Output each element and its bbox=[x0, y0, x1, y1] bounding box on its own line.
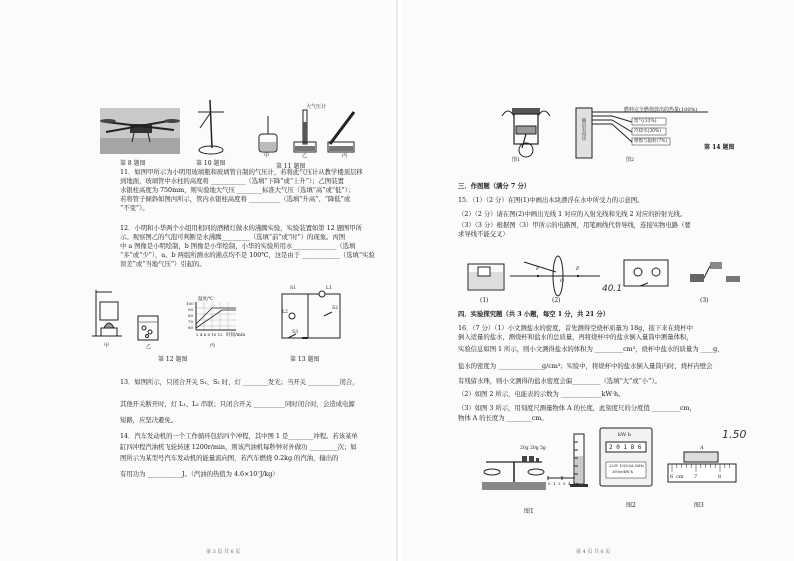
energy-useful-label: 输出有用功 bbox=[581, 118, 586, 141]
circuit-diagram-figure bbox=[620, 256, 672, 290]
fig12-yi-label: 乙 bbox=[146, 344, 152, 350]
fig-d2-label: (2) bbox=[552, 297, 561, 304]
fig-d1-label: (1) bbox=[480, 297, 489, 304]
fig-d3-label: (3) bbox=[700, 297, 709, 304]
fig13-caption: 第 13 题图 bbox=[290, 356, 320, 363]
right-page bbox=[402, 0, 794, 561]
q11-line5: “不变”）。 bbox=[120, 204, 149, 212]
energy-friction-label: 摩擦与辐射(7%) bbox=[634, 139, 668, 144]
fig12-bing-label: 丙 bbox=[210, 343, 216, 349]
q14-line3: 图所示为某型号汽车发动机的能量流向图，若汽车燃烧 0.2kg 的汽油，输出的 bbox=[120, 454, 339, 462]
balance-weights-label: 20g 20g 5g bbox=[520, 446, 546, 451]
fig10-drawing bbox=[190, 98, 232, 156]
ruler-object-a: A bbox=[700, 445, 704, 451]
fig12-tick-100: 100 bbox=[186, 301, 194, 306]
fig12-axis-x-label: 时间/min bbox=[226, 333, 246, 338]
fig12-tick-70: 70 bbox=[188, 319, 194, 324]
left-page-footer: 第 3 页 共 6 页 bbox=[206, 549, 241, 555]
q15-part3-line2: 求导线不能交叉） bbox=[458, 230, 509, 238]
q12-line4: “多”或“少”），a、b 两组所测水的沸点均不是 100℃，这是由于 ____________（选填“实验 bbox=[120, 251, 375, 259]
fig14-img2-label: 图2 bbox=[626, 157, 635, 163]
fig10-caption: 第 10 题图 bbox=[196, 160, 226, 167]
engine-cylinder-figure bbox=[498, 104, 554, 160]
fig13-s3: S3 bbox=[292, 330, 298, 335]
q15-part1: 15．（1）（2 分）在图(1)中画出木块漂浮在水中所受力的示意图。 bbox=[458, 196, 644, 204]
q13-line1: 13．如图所示，只闭合开关 S₁、S₂ 时，灯 ________发光；当开关 __________闭合， bbox=[120, 378, 359, 386]
scale-tick-2: 2 bbox=[558, 481, 561, 486]
handwritten-note-1: 40.1 bbox=[602, 284, 623, 294]
q12-line3: 中 a 图像是小明绘制，b 图像是小华绘制，小华的实验所用水______________（选填 bbox=[120, 242, 356, 250]
fig12-tick-60: 60 bbox=[188, 325, 194, 330]
fig12-tick-80: 80 bbox=[188, 313, 194, 318]
fig12-beaker-bubbles bbox=[136, 314, 160, 342]
fig12-axis-y-label: 温度/℃ bbox=[198, 297, 214, 302]
right-page-footer: 第 4 页 共 6 页 bbox=[576, 549, 611, 555]
q16-line8: 物体 A 的长度为 ________cm。 bbox=[458, 414, 548, 422]
fig12-tick-90: 90 bbox=[188, 307, 194, 312]
handwritten-note-2: 1.50 bbox=[722, 428, 747, 441]
lens-ray-figure bbox=[510, 254, 600, 298]
drone-figure bbox=[100, 108, 180, 154]
q16-line1: 16．（7 分）（1）小文测盐水的密度，首先测得空烧杯质量为 18g，接下来在烧杯中 bbox=[458, 324, 693, 332]
fig13-l1: L1 bbox=[326, 286, 332, 291]
scale-tick-5: 5g bbox=[573, 481, 579, 486]
fig11-bing-tilted-tube bbox=[326, 108, 360, 154]
q12-line5: 误差”或“当地气压”）引起的。 bbox=[120, 260, 206, 268]
q12-line2: 示。观察图乙的气泡可判断是水沸腾_________（选填“前”或“时”）的现象。丙图 bbox=[120, 233, 346, 241]
scale-tick-0: 0 bbox=[548, 481, 551, 486]
q11-line1: 11．如图甲所示为小明用玻璃瓶和玻璃管自制的气压计，若将此气压计从教学楼顶层移 bbox=[120, 168, 363, 176]
q16-line5: 有残留水珠，则小文测得的盐水密度会偏_________（选填“大”或“小”）。 bbox=[458, 377, 661, 385]
ruler-num-6: 6 bbox=[670, 474, 674, 480]
ruler-unit: cm bbox=[676, 474, 684, 480]
fig3-caption: 图3 bbox=[694, 502, 704, 509]
section3-title: 三．作图题（满分 7 分） bbox=[458, 182, 531, 190]
q16-line6: （2）如图 2 所示，电能表的示数为 _____________kW·h。 bbox=[458, 390, 625, 398]
q15-part3-line1: （3）（3 分）根据图（3）甲所示的电路图，用笔画线代替导线，连接实物电路（要 bbox=[458, 221, 691, 229]
graduated-cylinder-figure bbox=[570, 432, 588, 488]
q14-line4: 有用功为 ___________J。（汽油的热值为 4.6×10⁷J/kg） bbox=[120, 470, 279, 478]
scale-tick-4: 4 bbox=[568, 481, 571, 486]
fig13-s2: S2 bbox=[332, 306, 338, 311]
q16-line4: 盐水的密度为 ______________g/cm³；实验中，将烧杯中的盐水倒入量筒内时，烧杯内壁会 bbox=[458, 362, 713, 370]
fig12-temperature-graph bbox=[196, 302, 238, 332]
balance-figure bbox=[478, 452, 578, 492]
meter-digits: 2 0 1 8 6 bbox=[609, 444, 642, 451]
q16-line7: （3）如图 3 所示，用刻度尺测量物体 A 的长度，此刻度尺的分度值 _________cm， bbox=[458, 404, 696, 412]
left-page bbox=[0, 0, 392, 561]
fig12-burner-setup bbox=[92, 288, 122, 340]
fig13-l2: L2 bbox=[282, 310, 288, 315]
fig2-caption: 图2 bbox=[626, 502, 636, 509]
q11-line3: 水银柱高度为 750mm，则实验地大气压 ________标准大气压（选填“高”或“低”）； bbox=[120, 186, 355, 194]
fig14-caption: 第 14 题图 bbox=[704, 144, 735, 151]
lens-focus-left: F bbox=[536, 266, 540, 272]
floating-block-figure bbox=[466, 262, 506, 292]
fig8-caption: 第 8 题图 bbox=[120, 160, 146, 167]
fig13-circuit bbox=[278, 288, 344, 344]
q11-line2: 到地面，玻璃管中水柱的高度将 ___________（选填“下降”或“上升”）；乙图装置 bbox=[120, 177, 344, 185]
q16-line2: 倒入适量的盐水，测烧杯和盐水的总质量，再将烧杯中的盐水倒入量筒中测量体积， bbox=[458, 333, 693, 341]
fig11-caption: 第 11 题图 bbox=[276, 163, 306, 170]
fig11-bing-label: 丙 bbox=[342, 153, 348, 159]
q11-line4: 若将管子倾斜如图丙所示，管内水银柱高度将 __________（选填“升高”、“降低”或 bbox=[120, 195, 351, 203]
fig12-caption: 第 12 题图 bbox=[158, 356, 188, 363]
fig11-yi-tube bbox=[292, 108, 318, 154]
fig11-jia-bottle bbox=[256, 116, 280, 154]
scale-tick-3: 3 bbox=[563, 481, 566, 486]
ruler-num-8: 8 bbox=[718, 474, 722, 480]
q13-line2: 其他开关断开时，灯 L₁、L₂ 串联；只闭合开关 __________同时闭合时，会造成电源 bbox=[120, 400, 355, 408]
q14-line2: 缸四冲程汽油机飞轮转速 1200r/min，则该汽油机每秒钟对外做功 _________次；如 bbox=[120, 443, 357, 451]
fig11-top-label: 大气压计 bbox=[306, 104, 327, 110]
q16-line3: 实验信息如图 1 所示，则小文测得盐水的体积为 _________cm³，烧杯中盐水的质量为 ____g， bbox=[458, 345, 724, 353]
fig12-x-ticks: 2 4 6 8 10 12 bbox=[196, 332, 223, 337]
lens-focus-right: F bbox=[576, 266, 580, 272]
fig13-s1: S1 bbox=[290, 286, 296, 291]
energy-cooling-label: 冷却水(30%) bbox=[634, 129, 662, 134]
real-circuit-figure bbox=[688, 258, 744, 288]
ruler-num-7: 7 bbox=[694, 474, 698, 480]
energy-exhaust-label: 废气(33%) bbox=[634, 119, 657, 124]
ruler-figure bbox=[666, 446, 738, 486]
meter-unit: kW·h bbox=[618, 432, 631, 438]
q12-line1: 12．小明和小华两个小组用相同的酒精灯做水的沸腾实验，实验装置如第 12 题图甲所 bbox=[120, 224, 362, 232]
lens-center: O bbox=[560, 278, 565, 284]
meter-spec-1: 220V 10(20)A 50Hz bbox=[609, 464, 644, 468]
fig1-caption: 图1 bbox=[524, 508, 534, 515]
fig14-img1-label: 图1 bbox=[512, 157, 521, 163]
fig11-jia-label: 甲 bbox=[264, 153, 270, 159]
fig12-jia-label: 甲 bbox=[104, 343, 110, 349]
meter-spec-2: 3000r/kW·h bbox=[612, 470, 633, 474]
q13-line3: 短路，应坚决避免。 bbox=[120, 416, 178, 424]
q14-line1: 14．汽车发动机的一个工作循环包括四个冲程，其中图 1 是________冲程。若该某单 bbox=[120, 432, 358, 440]
scale-tick-1: 1 bbox=[553, 481, 556, 486]
q15-part2: （2）（2 分）请在图(2)中画出光线 1 对应的入射光线和光线 2 对应的折射光线。 bbox=[458, 210, 687, 218]
section4-title: 四．实验探究题（共 3 小题，每空 1 分，共 21 分） bbox=[458, 310, 610, 318]
page-gutter bbox=[396, 0, 398, 561]
fig11-yi-label: 乙 bbox=[302, 153, 308, 159]
energy-top-label: 燃料完全燃烧放出的热量(100%) bbox=[624, 107, 698, 113]
